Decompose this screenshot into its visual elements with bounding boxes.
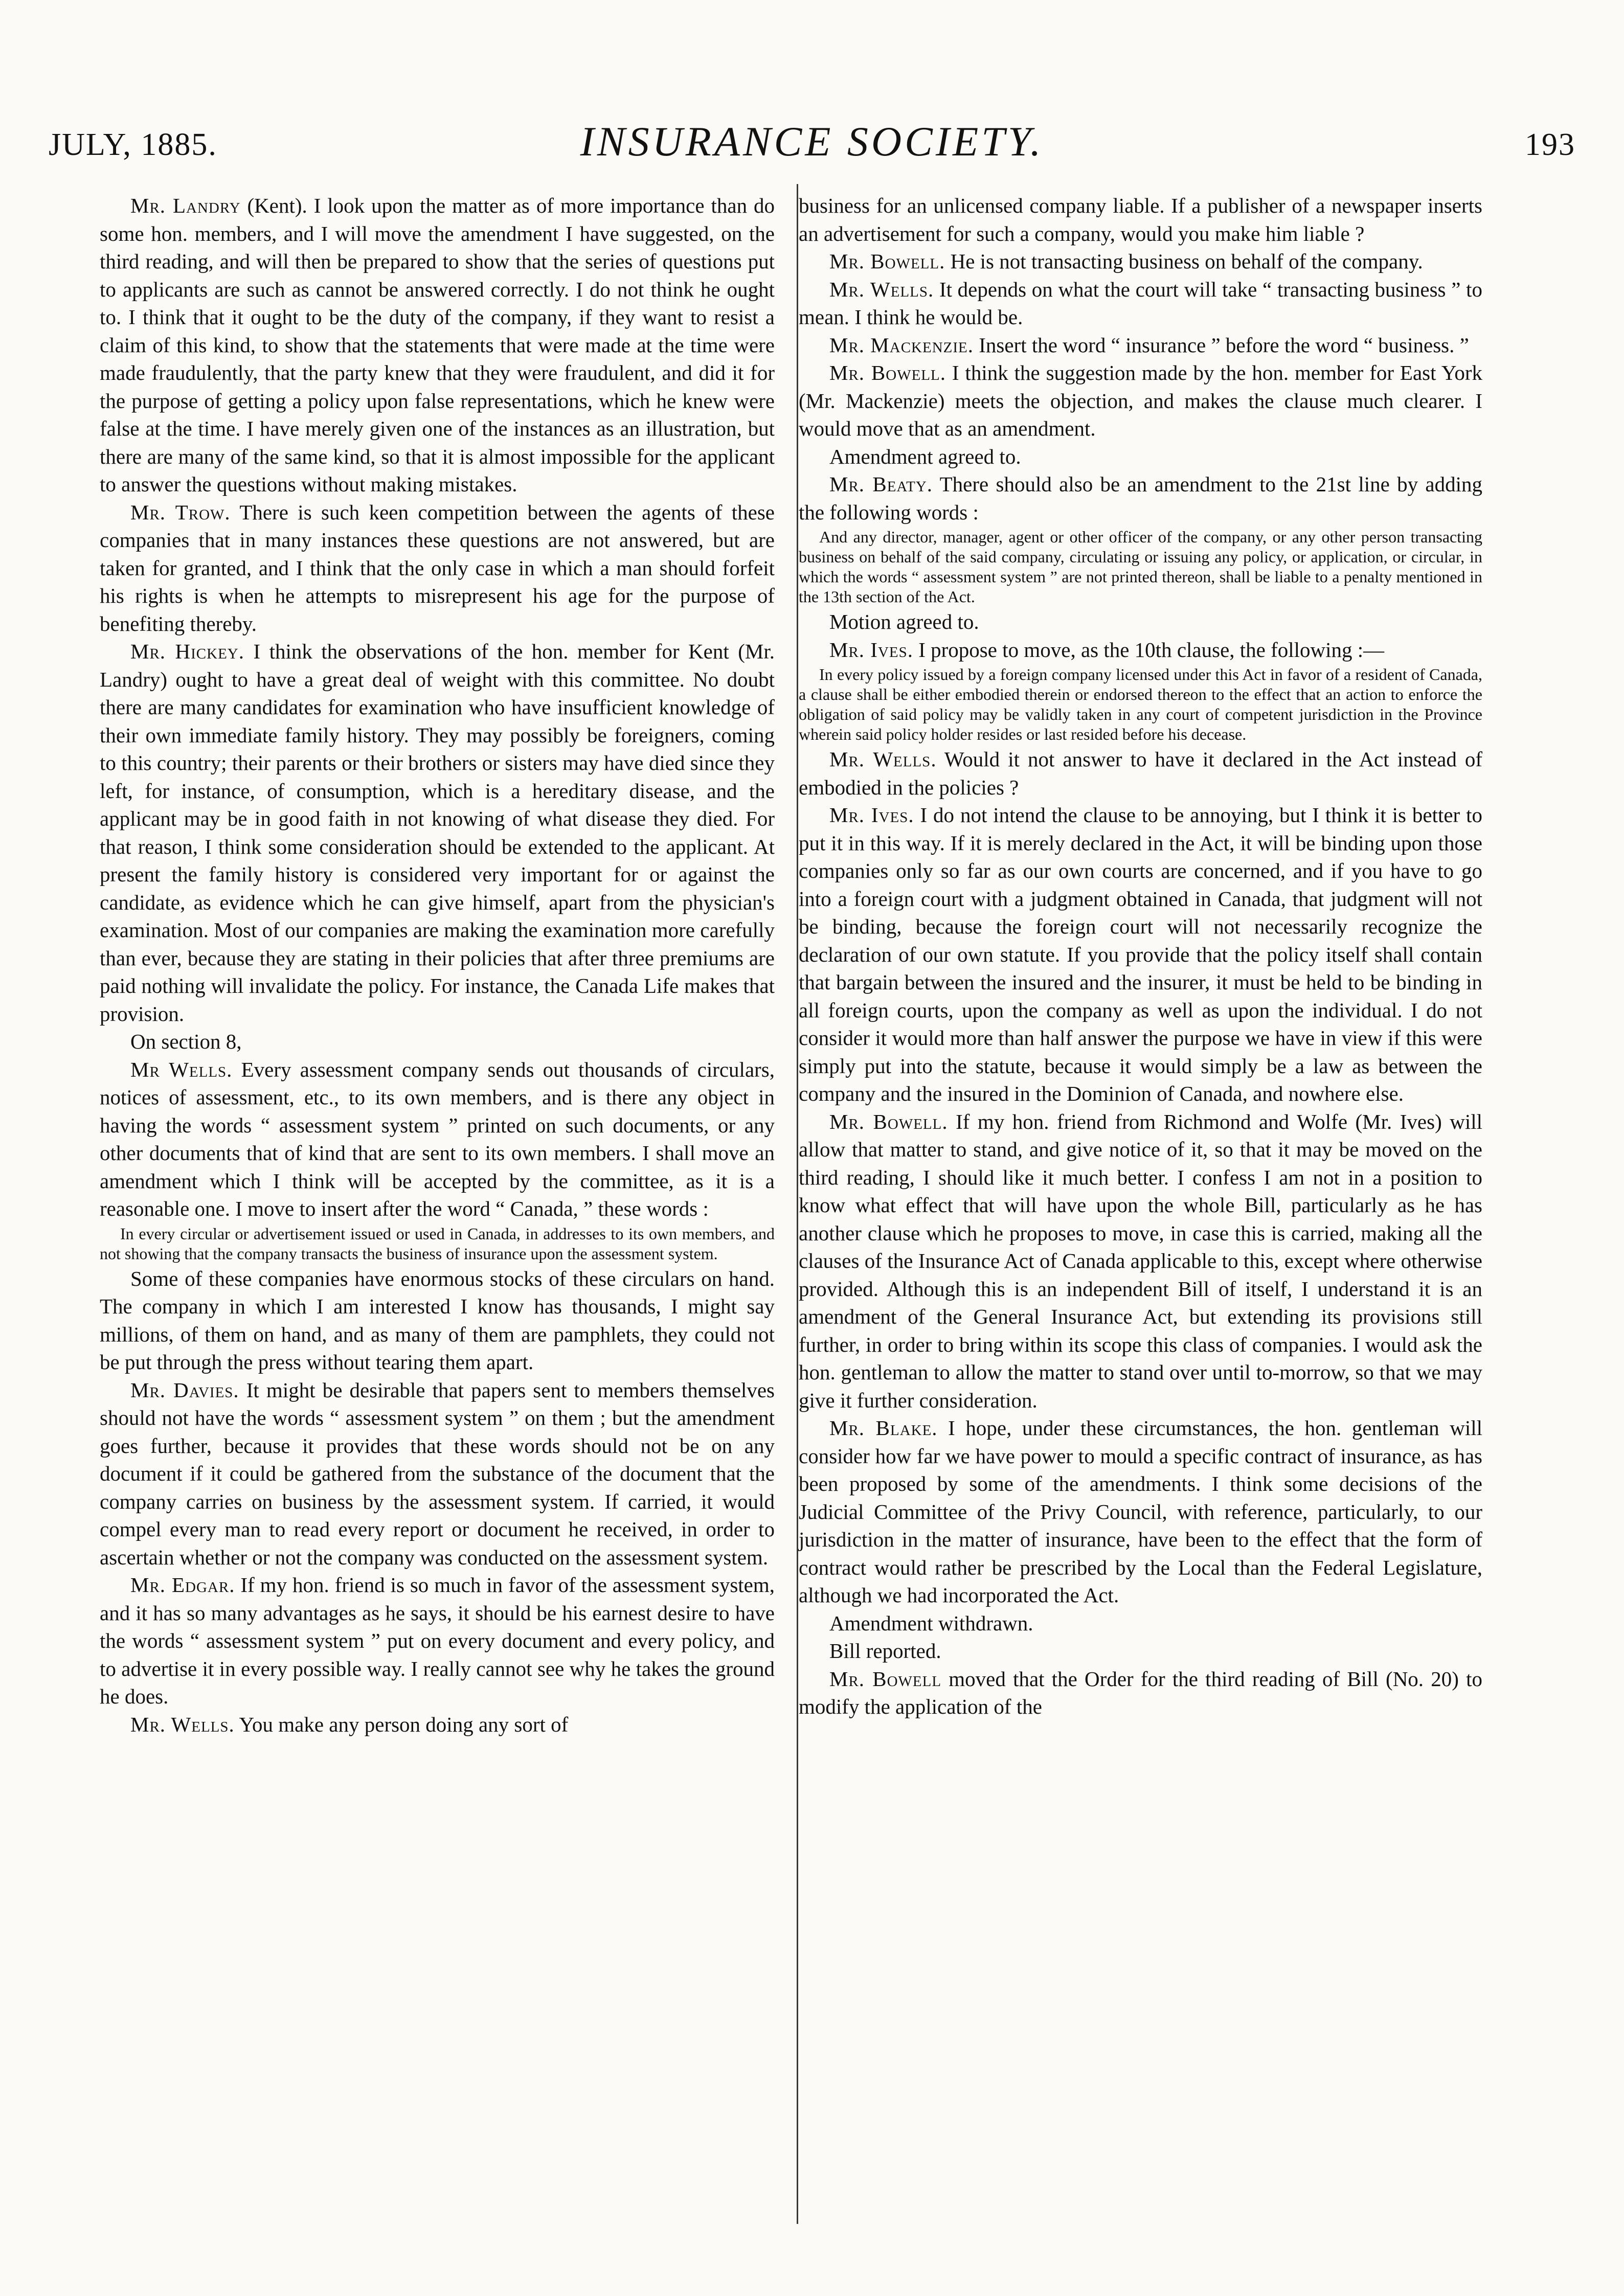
speaker-name: Mr. Bowell — [829, 1667, 942, 1691]
paragraph — [799, 636, 1482, 664]
paragraph-text: Amendment agreed to. — [829, 444, 1021, 468]
paragraph — [799, 1414, 1482, 1609]
speaker-name: Mr. Wells. — [130, 1712, 235, 1736]
paragraph-text: I do not intend the clause to be annoying, but I think it is better to put it in this way. If it is merely declared in the Act, it will be binding upon those companies only so far as our own courts are concerned, and if you have to go into a foreign court with a judgment obtained in Canada, that judgment will not be binding, because the foreign court will not necessarily recognize the declaration of our own statute. If you provide that the policy itself shall contain that bargain between the insured and the insurer, it must be held to be binding in all foreign courts, upon the company as well as upon the individual. I do not consider it would more than half answer the purpose we have in view if this were simply put into the statute, because it would simply be a law as between the company and the insured in the Dominion of Canada, and nowhere else. — [799, 803, 1482, 1105]
quoted-text — [799, 665, 1482, 744]
paragraph-text: I think the suggestion made by the hon. member for East York (Mr. Mackenzie) meets the objection, and makes the clause much clearer. I would move that as an amendment. — [799, 361, 1483, 440]
paragraph — [100, 192, 775, 498]
paragraph-text: Would it not answer to have it declared in the Act instead of embodied in the policies ? — [799, 747, 1483, 799]
paragraph — [100, 638, 775, 1028]
right-column — [799, 192, 1482, 1721]
speaker-name: Mr. Edgar. — [130, 1573, 235, 1597]
paragraph — [799, 331, 1482, 359]
paragraph-text: You make any person doing any sort of — [239, 1712, 569, 1736]
paragraph-text: Every assessment company sends out thousands of circulars, notices of assessment, etc., to its own members, and is there any object in having the words “ assessment system ” printed on such documents, or any other documents that of kind that are sent to its own members. I shall move an amendment which I think will be accepted by the committee, as it is a reasonable one. I move to insert after the word “ Canada, ” these words : — [100, 1057, 775, 1220]
paragraph-text: Insert the word “ insurance ” before the word “ business. ” — [979, 333, 1469, 357]
paragraph — [100, 1056, 775, 1223]
speaker-name: Mr Wells. — [130, 1057, 233, 1081]
speaker-name: Mr. Ives. — [829, 638, 913, 662]
paragraph-text: In every circular or advertisement issued or used in Canada, in addresses to its own members, and not showing that the company transacts the business of insurance upon the assessment system. — [100, 1224, 775, 1263]
paragraph — [100, 1028, 775, 1056]
speaker-name: Mr. Landry — [130, 194, 241, 217]
paragraph — [799, 359, 1482, 443]
speaker-name: Mr. Bowell. — [829, 361, 946, 384]
paragraph-text: On section 8, — [130, 1030, 242, 1053]
paragraph — [799, 1637, 1482, 1665]
paragraph-text: I hope, under these circumstances, the hon. gentleman will consider how far we have power to mould a specific contract of insurance, as has been proposed by some of the amendments. I think some decisions of the Judicial Committee of the Privy Council, with reference, particularly, to our jurisdiction in the matter of insurance, have been to the effect that the form of contract would rather be prescribed by the Local than the Federal Legislature, although we had incorporated the Act. — [799, 1416, 1483, 1607]
speaker-name: Mr. Mackenzie. — [829, 333, 974, 357]
quoted-text — [799, 527, 1482, 607]
paragraph-text: moved that the Order for the third reading of Bill (No. 20) to modify the application of the — [799, 1667, 1483, 1718]
left-column — [100, 192, 775, 1738]
paragraph — [799, 276, 1482, 331]
paragraph — [100, 1376, 775, 1572]
paragraph-text: He is not transacting business on behalf of the company. — [950, 249, 1423, 273]
paragraph — [100, 1711, 775, 1739]
page-header — [49, 118, 1575, 164]
paragraph — [799, 1609, 1482, 1638]
paragraph-text: There is such keen competition between the agents of these companies that in many instances these questions are not answered, but are taken for granted, and I think that the only case in which a man should forfeit his rights is when he attempts to misrepresent his age for the purpose of benefiting thereby. — [100, 500, 775, 635]
paragraph-text: Motion agreed to. — [829, 610, 979, 633]
speaker-name: Mr. Davies. — [130, 1378, 239, 1402]
paragraph — [799, 192, 1482, 247]
speaker-name: Mr. Trow. — [130, 500, 231, 524]
speaker-name: Mr. Hickey. — [130, 640, 244, 663]
paragraph — [100, 1571, 775, 1711]
column-divider — [797, 184, 798, 2224]
publication-title: INSURANCE SOCIETY. — [580, 118, 1044, 165]
speaker-name: Mr. Bowell. — [829, 249, 945, 273]
paragraph — [799, 443, 1482, 471]
page-number: 193 — [1525, 127, 1575, 162]
paragraph-text: Amendment withdrawn. — [829, 1611, 1033, 1635]
paragraph — [799, 608, 1482, 636]
speaker-name: Mr. Ives. — [829, 803, 914, 827]
paragraph — [100, 498, 775, 638]
paragraph-text: I propose to move, as the 10th clause, the following :— — [918, 638, 1385, 662]
paragraph — [100, 1265, 775, 1376]
paragraph-text: In every policy issued by a foreign company licensed under this Act in favor of a resident of Canada, a clause shall be either embodied therein or endorsed thereon to the effect that an action to enforce the obligation of said policy may be validly taken in any court of competent jurisdiction in the Province wherein said policy holder resides or last resided before his decease. — [799, 665, 1482, 743]
paragraph — [799, 470, 1482, 526]
paragraph-text: There should also be an amendment to the 21st line by adding the following words : — [799, 472, 1482, 524]
quoted-text — [100, 1224, 775, 1264]
paragraph — [799, 1665, 1482, 1721]
paragraph-text: Some of these companies have enormous stocks of these circulars on hand. The company in which I am interested I know has thousands, I might say millions, of them on hand, and as many of them are pamphlets, they could not be put through the press without tearing them apart. — [100, 1266, 775, 1374]
paragraph-text: If my hon. friend from Richmond and Wolfe (Mr. Ives) will allow that matter to stand, and give notice of it, so that it may be moved on the third reading, I should like it much better. I confess I am not in a position to know what effect that will have upon the whole Bill, particularly as he has another clause which he proposes to move, in case this is carried, making all the clauses of the Insurance Act of Canada applicable to this, except where otherwise provided. Although this is an independent Bill of itself, I understand it is an amendment of the General Insurance Act, but extending its provisions still further, in order to bring within its scope this class of companies. I would ask the hon. gentleman to allow the matter to stand over until to-morrow, so that we may give it further consideration. — [799, 1109, 1483, 1412]
paragraph-text: business for an unlicensed company liable. If a publisher of a newspaper inserts an advertisement for such a company, would you make him liable ? — [799, 194, 1482, 245]
paragraph-text: If my hon. friend is so much in favor of the assessment system, and it has so many advantages as he says, it should be his earnest desire to have the words “ assessment system ” put on every document and every policy, and to advertise it in every possible way. I really cannot see why he takes the ground he does. — [100, 1573, 775, 1708]
paragraph — [799, 801, 1482, 1108]
issue-date: JULY, 1885. — [49, 127, 217, 162]
paragraph-text: Bill reported. — [829, 1639, 941, 1663]
paragraph-text: I think the observations of the hon. member for Kent (Mr. Landry) ought to have a great deal of weight with this committee. No doubt there are many candidates for examination who have insufficient knowledge of their own immediate family history. They may possibly be foreigners, coming to this country; their parents or their brothers or sisters may have died since they left, for instance, of consumption, which is a hereditary disease, and the applicant may be in good faith in not knowing of what disease they died. For that reason, I think some consideration should be extended to the applicant. At present the family history is considered very important for or against the candidate, as evidence which he can give himself, apart from the physician's examination. Most of our companies are making the examination more carefully than ever, because they are stating in their policies that after three premiums are paid nothing will invalidate the policy. For instance, the Canada Life makes that provision. — [100, 640, 775, 1026]
paragraph — [799, 1108, 1482, 1415]
paragraph — [799, 745, 1482, 801]
speaker-name: Mr. Wells. — [829, 277, 934, 301]
speaker-name: Mr. Wells. — [829, 747, 937, 771]
speaker-name: Mr. Bowell. — [829, 1109, 948, 1133]
paragraph-text: (Kent). I look upon the matter as of more importance than do some hon. members, and I will move the amendment I have suggested, on the third reading, and will then be prepared to show that the series of questions put to applicants are such as cannot be answered correctly. I do not think he ought to. I think that it ought to be the duty of the company, if they want to resist a claim of this kind, to show that the statements that were made at the time were made fraudulently, that the party knew that they were fraudulent, and did it for the purpose of getting a policy upon false representations, which he knew were false at the time. I have merely given one of the instances as an illustration, but there are many of the same kind, so that it is almost impossible for the applicant to answer the questions without making mistakes. — [100, 194, 775, 496]
speaker-name: Mr. Blake. — [829, 1416, 938, 1440]
paragraph-text: It might be desirable that papers sent to members themselves should not have the words “ assessment system ” on them ; but the amendment goes further, because it provides that these words should not be on any document if it could be gathered from the substance of the document that the company carries on business by the assessment system. If carried, it would compel every man to read every report or document he received, in order to ascertain whether or not the company was conducted on the assessment system. — [100, 1378, 775, 1569]
paragraph — [799, 247, 1482, 276]
speaker-name: Mr. Beaty. — [829, 472, 933, 496]
paragraph-text: And any director, manager, agent or other officer of the company, or any other person transacting business on behalf of the said company, circulating or issuing any policy, or application, or circular, in which the words “ assessment system ” are not printed thereon, shall be liable to a penalty mentioned in the 13th section of the Act. — [799, 528, 1482, 606]
paragraph-text: It depends on what the court will take “ transacting business ” to mean. I think he would be. — [799, 277, 1482, 329]
